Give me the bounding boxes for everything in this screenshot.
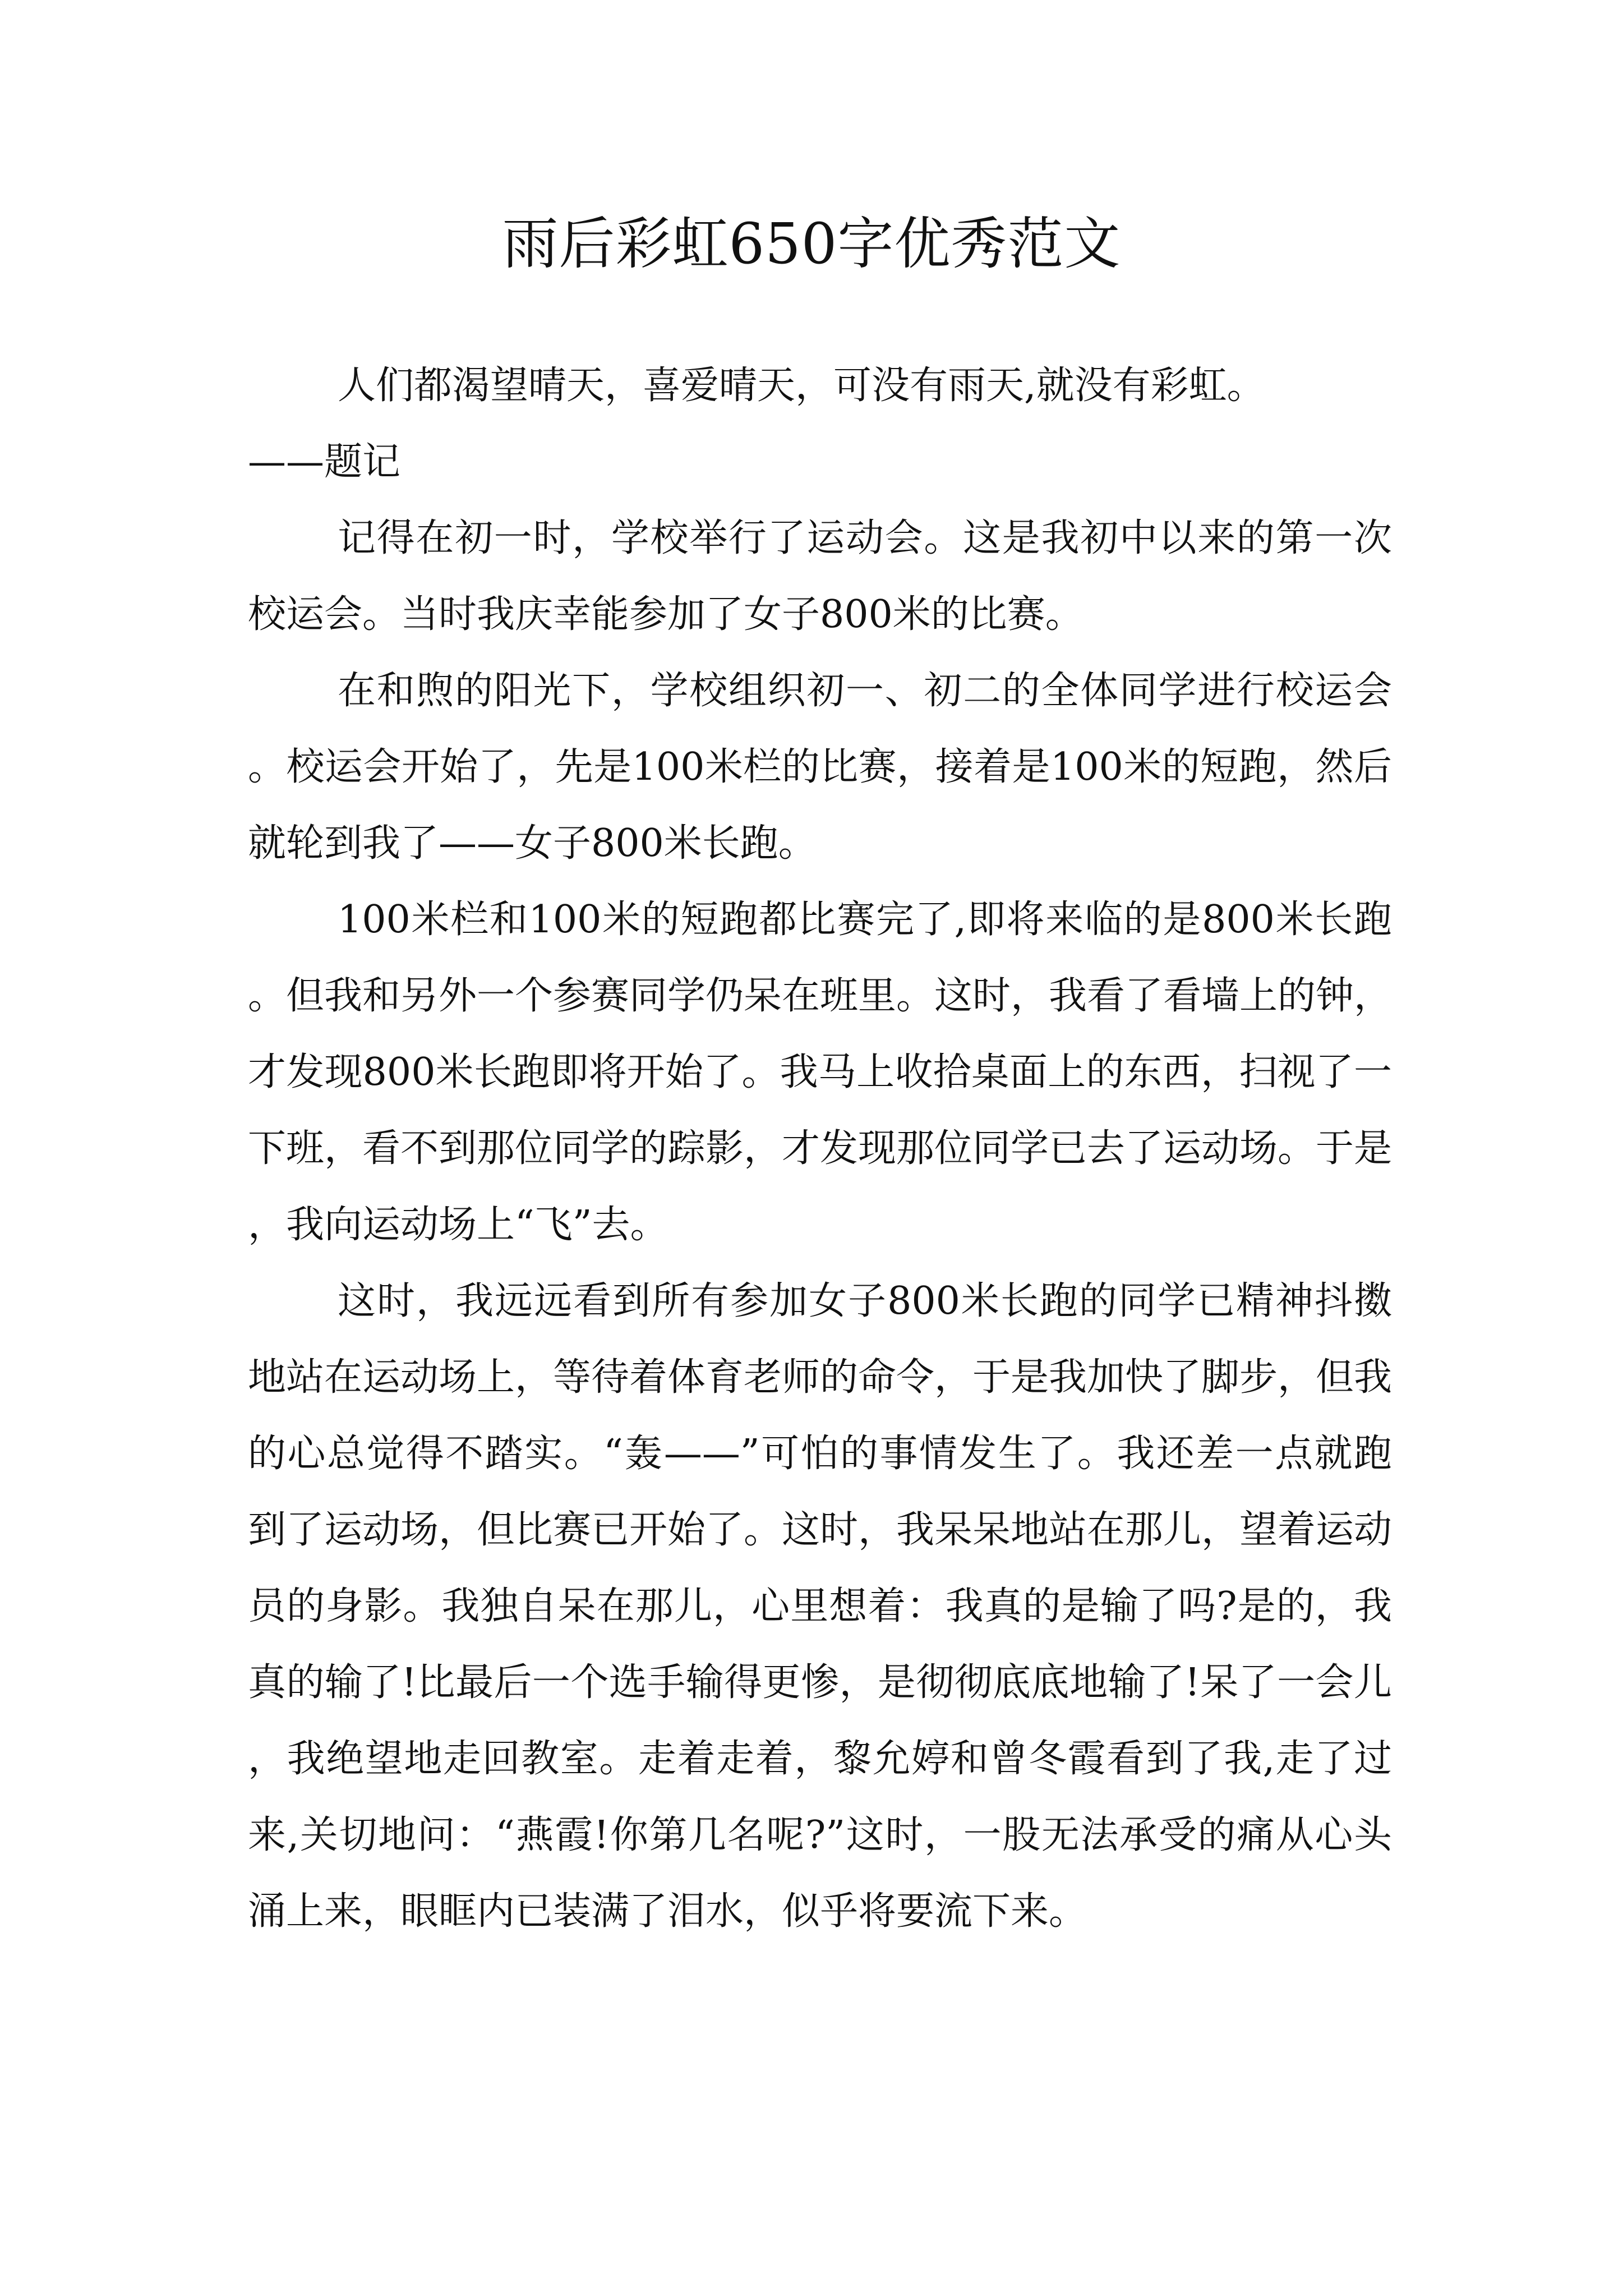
paragraph-2: 在和煦的阳光下，学校组织初一、初二的全体同学进行校运会。校运会开始了，先是100米栏的比赛，接着是100米的短跑，然后就轮到我了——女子800米长跑。 — [248, 669, 1392, 866]
paragraph-4: 这时，我远远看到所有参加女子800米长跑的同学已精神抖擞地站在运动场上，等待着体育老师的命令，于是我加快了脚步，但我的心总觉得不踏实。“轰——”可怕的事情发生了。我还差一点就跑到了运动场，但比赛已开始了。这时，我呆呆地站在那儿，望着运动员的身影。我独自呆在那儿，心里想着：我真的是输了吗?是的，我真的输了!比最后一个选手输得更惨，是彻彻底底地输了!呆了一会儿，我绝望地走回教室。走着走着，黎允婷和曾冬霞看到了我,走了过来,关切地问：“燕霞!你第几名呢?”这时，一股无法承受的痛从心头涌上来，眼眶内已装满了泪水，似乎将要流下来。 — [248, 1279, 1393, 1934]
paragraph-epigraph: 人们都渴望晴天，喜爱晴天，可没有雨天,就没有彩虹。 — [338, 364, 1265, 408]
document-body — [248, 348, 1392, 1950]
paragraph-1: 记得在初一时，学校举行了运动会。这是我初中以来的第一次校运会。当时我庆幸能参加了女子800米的比赛。 — [248, 516, 1392, 637]
paragraph-3: 100米栏和100米的短跑都比赛完了,即将来临的是800米长跑。但我和另外一个参赛同学仍呆在班里。这时，我看了看墙上的钟，才发现800米长跑即将开始了。我马上收拾桌面上的东西，扫视了一下班，看不到那位同学的踪影，才发现那位同学已去了运动场。于是，我向运动场上“飞”去。 — [248, 898, 1393, 1247]
paragraph-epigraph-attribution: ——题记 — [248, 440, 401, 484]
document-title: 雨后彩虹650字优秀范文 — [502, 211, 1121, 277]
